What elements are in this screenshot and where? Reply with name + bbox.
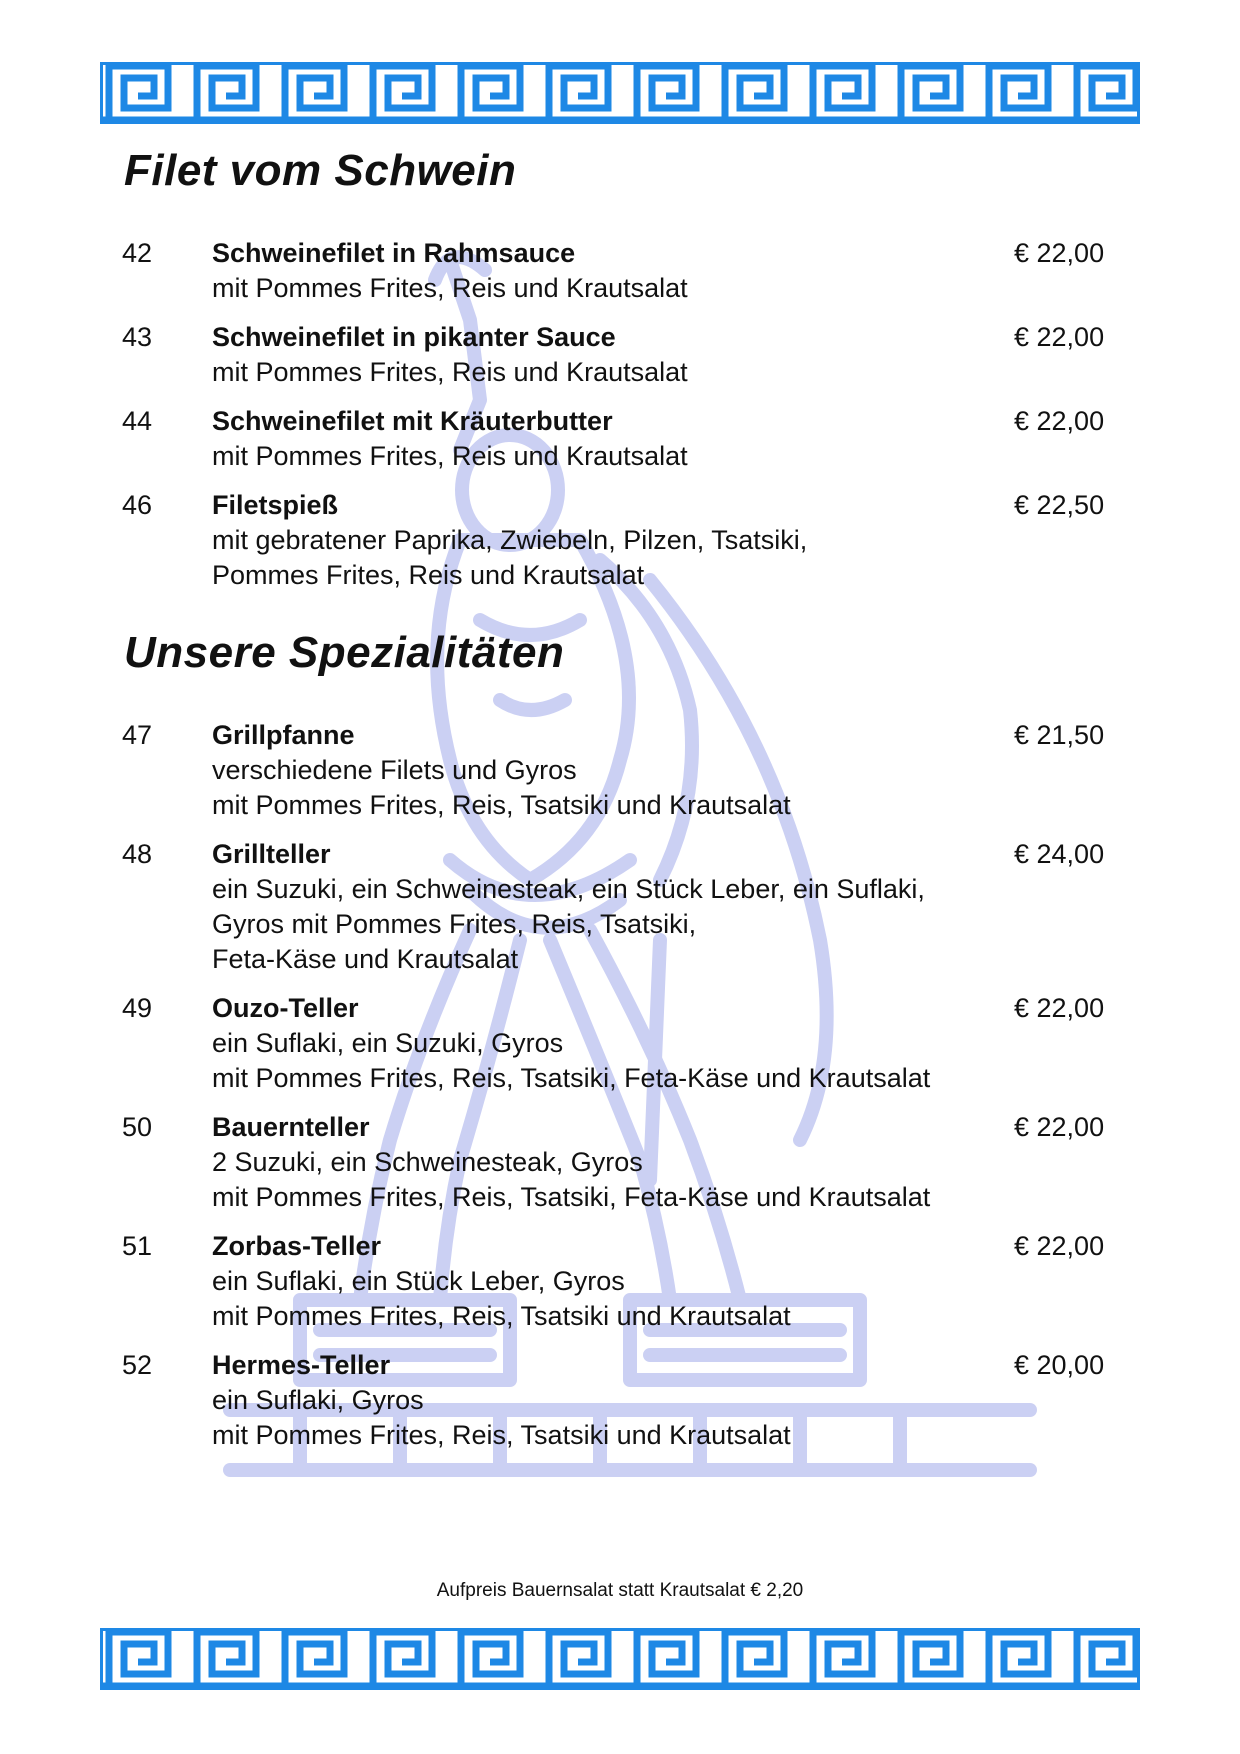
description-line: mit Pommes Frites, Reis und Krautsalat: [212, 273, 688, 303]
description-line: Feta-Käse und Krautsalat: [212, 944, 519, 974]
description-line: mit gebratener Paprika, Zwiebeln, Pilzen, Tsatsiki,: [212, 525, 808, 555]
description-line: verschiedene Filets und Gyros: [212, 755, 577, 785]
description-line: mit Pommes Frites, Reis, Tsatsiki und Krautsalat: [212, 1420, 791, 1450]
item-description: [212, 753, 791, 823]
description-line: mit Pommes Frites, Reis, Tsatsiki, Feta-Käse und Krautsalat: [212, 1182, 931, 1212]
item-description: [212, 1026, 930, 1096]
item-description: [212, 271, 688, 306]
item-price: € 21,50: [1014, 720, 1105, 750]
item-description: [212, 523, 807, 593]
item-price: € 24,00: [1014, 839, 1105, 869]
item-price: € 22,00: [1014, 322, 1105, 352]
item-name: Schweinefilet in Rahmsauce: [212, 238, 576, 268]
item-name: Schweinefilet in pikanter Sauce: [212, 322, 616, 352]
item-number: 42: [122, 238, 153, 268]
item-number: 51: [122, 1231, 153, 1261]
description-line: mit Pommes Frites, Reis und Krautsalat: [212, 441, 688, 471]
item-price: € 20,00: [1014, 1350, 1105, 1380]
item-description: [212, 355, 688, 390]
item-price: € 22,00: [1014, 1231, 1105, 1261]
item-price: € 22,00: [1014, 993, 1105, 1023]
item-number: 52: [122, 1350, 153, 1380]
description-line: Gyros mit Pommes Frites, Reis, Tsatsiki,: [212, 909, 697, 939]
item-number: 48: [122, 839, 153, 869]
item-name: Bauernteller: [212, 1112, 370, 1142]
item-number: 50: [122, 1112, 153, 1142]
item-name: Grillpfanne: [212, 720, 355, 750]
item-number: 46: [122, 490, 153, 520]
description-line: 2 Suzuki, ein Schweinesteak, Gyros: [212, 1147, 643, 1177]
item-number: 49: [122, 993, 153, 1023]
description-line: ein Suzuki, ein Schweinesteak, ein Stück Leber, ein Suflaki,: [212, 874, 925, 904]
item-number: 43: [122, 322, 153, 352]
description-line: mit Pommes Frites, Reis, Tsatsiki und Krautsalat: [212, 790, 791, 820]
description-line: Pommes Frites, Reis und Krautsalat: [212, 560, 645, 590]
item-name: Zorbas-Teller: [212, 1231, 382, 1261]
greek-key-border-bottom: [100, 1628, 1140, 1690]
item-price: € 22,50: [1014, 490, 1105, 520]
item-description: [212, 439, 688, 474]
description-line: ein Suflaki, Gyros: [212, 1385, 424, 1415]
item-number: 47: [122, 720, 153, 750]
item-price: € 22,00: [1014, 1112, 1105, 1142]
item-price: € 22,00: [1014, 238, 1105, 268]
item-name: Ouzo-Teller: [212, 993, 359, 1023]
item-name: Hermes-Teller: [212, 1350, 391, 1380]
item-description: [212, 1145, 930, 1215]
item-price: € 22,00: [1014, 406, 1105, 436]
description-line: mit Pommes Frites, Reis, Tsatsiki, Feta-Käse und Krautsalat: [212, 1063, 931, 1093]
item-description: [212, 1264, 791, 1334]
description-line: mit Pommes Frites, Reis, Tsatsiki und Krautsalat: [212, 1301, 791, 1331]
item-description: [212, 1383, 791, 1453]
item-name: Filetspieß: [212, 490, 339, 520]
section-title-filet: Filet vom Schwein: [124, 146, 517, 195]
description-line: mit Pommes Frites, Reis und Krautsalat: [212, 357, 688, 387]
item-name: Schweinefilet mit Kräuterbutter: [212, 406, 613, 436]
surcharge-footnote: Aufpreis Bauernsalat statt Krautsalat € 2,20: [436, 1580, 804, 1601]
section-title-specialties: Unsere Spezialitäten: [124, 628, 565, 677]
item-name: Grillteller: [212, 839, 331, 869]
description-line: ein Suflaki, ein Stück Leber, Gyros: [212, 1266, 625, 1296]
item-number: 44: [122, 406, 153, 436]
description-line: ein Suflaki, ein Suzuki, Gyros: [212, 1028, 564, 1058]
item-description: [212, 872, 925, 977]
